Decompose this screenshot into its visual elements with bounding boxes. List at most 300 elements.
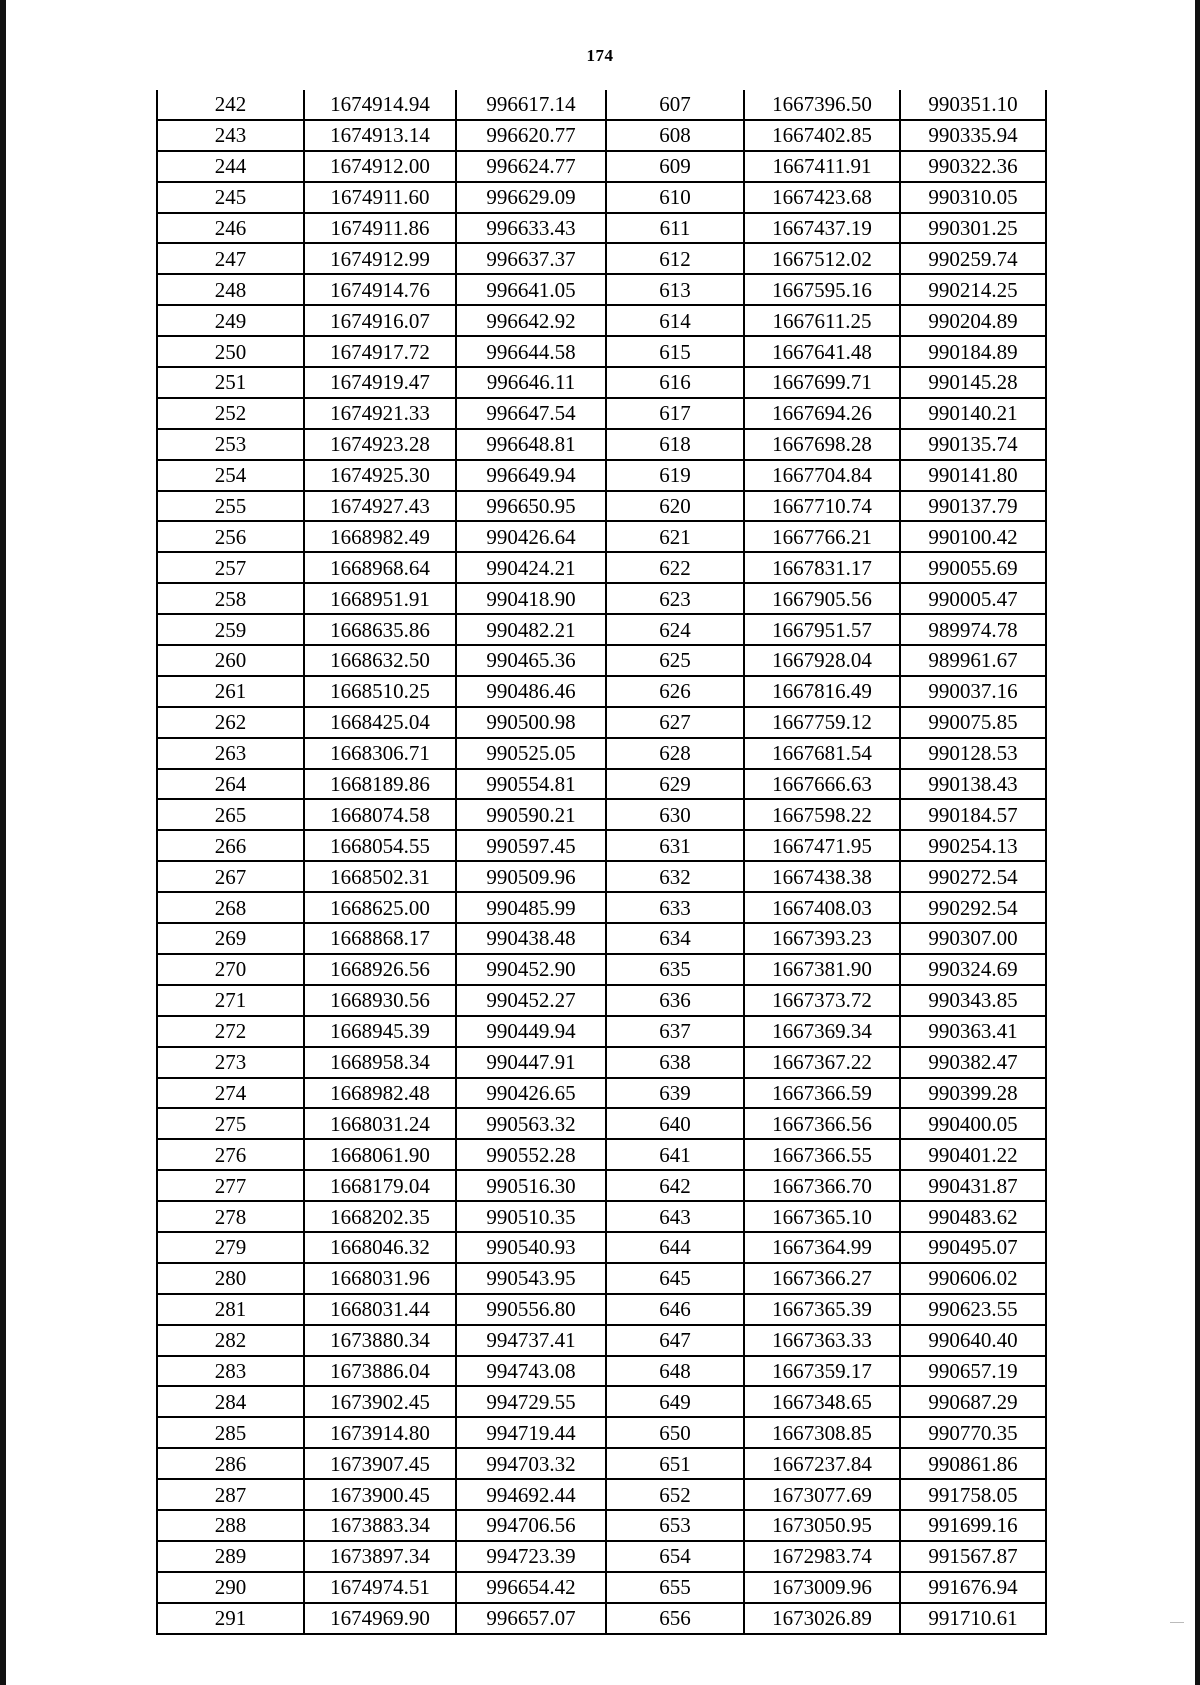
y-coordinate-right-cell: 990214.25 [900,274,1046,305]
y-coordinate-left-cell: 994723.39 [456,1541,606,1572]
x-coordinate-right-cell: 1667366.27 [744,1263,900,1294]
table-row [157,182,1046,213]
x-coordinate-left-cell: 1674914.94 [304,90,456,120]
point-id-left-cell: 278 [157,1201,304,1232]
x-coordinate-right-cell: 1667366.56 [744,1108,900,1139]
x-coordinate-right-cell: 1667411.91 [744,151,900,182]
point-id-left-cell: 253 [157,429,304,460]
x-coordinate-right-cell: 1667363.33 [744,1325,900,1356]
point-id-right-cell: 625 [606,645,744,676]
y-coordinate-right-cell: 990310.05 [900,182,1046,213]
scan-edge-right [1195,0,1200,1685]
x-coordinate-right-cell: 1667831.17 [744,552,900,583]
point-id-right-cell: 607 [606,90,744,120]
x-coordinate-left-cell: 1674925.30 [304,460,456,491]
y-coordinate-right-cell: 990140.21 [900,398,1046,429]
x-coordinate-left-cell: 1673880.34 [304,1325,456,1356]
point-id-right-cell: 632 [606,861,744,892]
x-coordinate-right-cell: 1667698.28 [744,429,900,460]
x-coordinate-left-cell: 1668951.91 [304,583,456,614]
table-row [157,1603,1046,1634]
x-coordinate-right-cell: 1667704.84 [744,460,900,491]
point-id-right-cell: 636 [606,985,744,1016]
point-id-left-cell: 248 [157,274,304,305]
table-row [157,1479,1046,1510]
point-id-right-cell: 644 [606,1232,744,1263]
x-coordinate-left-cell: 1668189.86 [304,769,456,800]
table-row [157,1541,1046,1572]
y-coordinate-left-cell: 996654.42 [456,1572,606,1603]
table-row [157,1232,1046,1263]
y-coordinate-left-cell: 996649.94 [456,460,606,491]
table-row [157,1386,1046,1417]
y-coordinate-right-cell: 991699.16 [900,1510,1046,1541]
y-coordinate-left-cell: 996633.43 [456,213,606,244]
y-coordinate-right-cell: 990254.13 [900,830,1046,861]
x-coordinate-right-cell: 1667928.04 [744,645,900,676]
table-row [157,645,1046,676]
table-row [157,1294,1046,1325]
y-coordinate-right-cell: 990292.54 [900,892,1046,923]
point-id-right-cell: 655 [606,1572,744,1603]
x-coordinate-right-cell: 1667759.12 [744,707,900,738]
y-coordinate-left-cell: 990590.21 [456,799,606,830]
point-id-right-cell: 619 [606,460,744,491]
table-row [157,892,1046,923]
table-row [157,274,1046,305]
x-coordinate-right-cell: 1667641.48 [744,336,900,367]
table-row [157,552,1046,583]
point-id-left-cell: 265 [157,799,304,830]
y-coordinate-left-cell: 994706.56 [456,1510,606,1541]
x-coordinate-right-cell: 1667237.84 [744,1448,900,1479]
y-coordinate-left-cell: 996648.81 [456,429,606,460]
point-id-right-cell: 633 [606,892,744,923]
x-coordinate-left-cell: 1668945.39 [304,1016,456,1047]
table-row [157,1263,1046,1294]
y-coordinate-right-cell: 990307.00 [900,923,1046,954]
x-coordinate-left-cell: 1674921.33 [304,398,456,429]
point-id-right-cell: 646 [606,1294,744,1325]
point-id-right-cell: 608 [606,120,744,151]
point-id-right-cell: 647 [606,1325,744,1356]
point-id-left-cell: 273 [157,1047,304,1078]
x-coordinate-right-cell: 1667595.16 [744,274,900,305]
point-id-left-cell: 260 [157,645,304,676]
point-id-left-cell: 246 [157,213,304,244]
coordinates-table [156,90,1047,1635]
scan-mark [1170,1622,1184,1627]
y-coordinate-left-cell: 996620.77 [456,120,606,151]
point-id-right-cell: 616 [606,367,744,398]
x-coordinate-left-cell: 1674912.99 [304,243,456,274]
x-coordinate-left-cell: 1668982.49 [304,521,456,552]
x-coordinate-left-cell: 1668968.64 [304,552,456,583]
y-coordinate-right-cell: 990351.10 [900,90,1046,120]
table-row [157,243,1046,274]
x-coordinate-right-cell: 1667816.49 [744,676,900,707]
x-coordinate-right-cell: 1667359.17 [744,1356,900,1387]
x-coordinate-right-cell: 1667366.59 [744,1078,900,1109]
y-coordinate-left-cell: 994729.55 [456,1386,606,1417]
x-coordinate-left-cell: 1674923.28 [304,429,456,460]
table-row [157,1325,1046,1356]
point-id-right-cell: 611 [606,213,744,244]
point-id-right-cell: 654 [606,1541,744,1572]
point-id-left-cell: 251 [157,367,304,398]
x-coordinate-right-cell: 1667598.22 [744,799,900,830]
y-coordinate-right-cell: 990272.54 [900,861,1046,892]
y-coordinate-right-cell: 991758.05 [900,1479,1046,1510]
point-id-right-cell: 618 [606,429,744,460]
y-coordinate-left-cell: 990438.48 [456,923,606,954]
table-row [157,1356,1046,1387]
point-id-left-cell: 263 [157,738,304,769]
x-coordinate-left-cell: 1673914.80 [304,1417,456,1448]
x-coordinate-left-cell: 1668061.90 [304,1139,456,1170]
y-coordinate-left-cell: 990452.90 [456,954,606,985]
page-number: 174 [586,46,614,65]
point-id-right-cell: 637 [606,1016,744,1047]
x-coordinate-left-cell: 1673886.04 [304,1356,456,1387]
table-row [157,398,1046,429]
y-coordinate-left-cell: 996646.11 [456,367,606,398]
point-id-right-cell: 634 [606,923,744,954]
x-coordinate-right-cell: 1667308.85 [744,1417,900,1448]
point-id-right-cell: 620 [606,491,744,522]
y-coordinate-left-cell: 990540.93 [456,1232,606,1263]
y-coordinate-left-cell: 994692.44 [456,1479,606,1510]
x-coordinate-left-cell: 1674911.86 [304,213,456,244]
x-coordinate-left-cell: 1668046.32 [304,1232,456,1263]
table-row [157,583,1046,614]
y-coordinate-right-cell: 990100.42 [900,521,1046,552]
y-coordinate-right-cell: 990301.25 [900,213,1046,244]
point-id-left-cell: 267 [157,861,304,892]
y-coordinate-left-cell: 994737.41 [456,1325,606,1356]
point-id-right-cell: 653 [606,1510,744,1541]
x-coordinate-left-cell: 1674914.76 [304,274,456,305]
y-coordinate-right-cell: 990401.22 [900,1139,1046,1170]
y-coordinate-left-cell: 990485.99 [456,892,606,923]
point-id-right-cell: 656 [606,1603,744,1634]
x-coordinate-right-cell: 1667365.39 [744,1294,900,1325]
point-id-right-cell: 651 [606,1448,744,1479]
x-coordinate-left-cell: 1668868.17 [304,923,456,954]
x-coordinate-left-cell: 1668202.35 [304,1201,456,1232]
table-row [157,305,1046,336]
point-id-left-cell: 282 [157,1325,304,1356]
y-coordinate-right-cell: 990770.35 [900,1417,1046,1448]
table-row [157,1201,1046,1232]
point-id-left-cell: 244 [157,151,304,182]
point-id-right-cell: 610 [606,182,744,213]
point-id-right-cell: 621 [606,521,744,552]
point-id-left-cell: 261 [157,676,304,707]
y-coordinate-right-cell: 990657.19 [900,1356,1046,1387]
y-coordinate-left-cell: 996617.14 [456,90,606,120]
point-id-right-cell: 612 [606,243,744,274]
table-row [157,985,1046,1016]
y-coordinate-right-cell: 990138.43 [900,769,1046,800]
y-coordinate-left-cell: 990447.91 [456,1047,606,1078]
x-coordinate-right-cell: 1667438.38 [744,861,900,892]
x-coordinate-left-cell: 1668179.04 [304,1170,456,1201]
x-coordinate-left-cell: 1668306.71 [304,738,456,769]
y-coordinate-left-cell: 996657.07 [456,1603,606,1634]
point-id-right-cell: 613 [606,274,744,305]
y-coordinate-right-cell: 990495.07 [900,1232,1046,1263]
table-row [157,367,1046,398]
point-id-left-cell: 249 [157,305,304,336]
x-coordinate-right-cell: 1673026.89 [744,1603,900,1634]
table-row [157,954,1046,985]
point-id-left-cell: 247 [157,243,304,274]
y-coordinate-left-cell: 990426.64 [456,521,606,552]
point-id-right-cell: 639 [606,1078,744,1109]
x-coordinate-right-cell: 1673050.95 [744,1510,900,1541]
y-coordinate-left-cell: 990510.35 [456,1201,606,1232]
point-id-left-cell: 243 [157,120,304,151]
y-coordinate-left-cell: 994743.08 [456,1356,606,1387]
table-row [157,90,1046,120]
point-id-right-cell: 626 [606,676,744,707]
table-row [157,861,1046,892]
table-row [157,1170,1046,1201]
x-coordinate-left-cell: 1668031.44 [304,1294,456,1325]
point-id-left-cell: 271 [157,985,304,1016]
table-row [157,769,1046,800]
y-coordinate-left-cell: 996650.95 [456,491,606,522]
point-id-left-cell: 252 [157,398,304,429]
y-coordinate-right-cell: 991567.87 [900,1541,1046,1572]
point-id-right-cell: 650 [606,1417,744,1448]
point-id-right-cell: 630 [606,799,744,830]
point-id-right-cell: 652 [606,1479,744,1510]
point-id-right-cell: 617 [606,398,744,429]
y-coordinate-right-cell: 990861.86 [900,1448,1046,1479]
table-row [157,336,1046,367]
y-coordinate-left-cell: 990465.36 [456,645,606,676]
x-coordinate-left-cell: 1668635.86 [304,614,456,645]
point-id-left-cell: 289 [157,1541,304,1572]
point-id-right-cell: 649 [606,1386,744,1417]
y-coordinate-right-cell: 990075.85 [900,707,1046,738]
x-coordinate-left-cell: 1668425.04 [304,707,456,738]
x-coordinate-right-cell: 1667766.21 [744,521,900,552]
x-coordinate-left-cell: 1668031.24 [304,1108,456,1139]
point-id-left-cell: 245 [157,182,304,213]
x-coordinate-right-cell: 1667367.22 [744,1047,900,1078]
y-coordinate-right-cell: 990259.74 [900,243,1046,274]
table-row [157,213,1046,244]
y-coordinate-left-cell: 990516.30 [456,1170,606,1201]
y-coordinate-right-cell: 990184.89 [900,336,1046,367]
point-id-right-cell: 629 [606,769,744,800]
y-coordinate-right-cell: 990623.55 [900,1294,1046,1325]
x-coordinate-left-cell: 1674917.72 [304,336,456,367]
x-coordinate-right-cell: 1667364.99 [744,1232,900,1263]
y-coordinate-left-cell: 990424.21 [456,552,606,583]
x-coordinate-left-cell: 1668632.50 [304,645,456,676]
x-coordinate-left-cell: 1668510.25 [304,676,456,707]
point-id-left-cell: 258 [157,583,304,614]
point-id-right-cell: 624 [606,614,744,645]
point-id-right-cell: 631 [606,830,744,861]
point-id-left-cell: 259 [157,614,304,645]
point-id-left-cell: 266 [157,830,304,861]
x-coordinate-right-cell: 1667348.65 [744,1386,900,1417]
x-coordinate-left-cell: 1668958.34 [304,1047,456,1078]
x-coordinate-right-cell: 1667905.56 [744,583,900,614]
x-coordinate-right-cell: 1672983.74 [744,1541,900,1572]
point-id-left-cell: 280 [157,1263,304,1294]
point-id-left-cell: 262 [157,707,304,738]
x-coordinate-left-cell: 1674916.07 [304,305,456,336]
table-row [157,460,1046,491]
y-coordinate-left-cell: 996624.77 [456,151,606,182]
y-coordinate-left-cell: 990509.96 [456,861,606,892]
point-id-right-cell: 635 [606,954,744,985]
point-id-left-cell: 284 [157,1386,304,1417]
point-id-right-cell: 614 [606,305,744,336]
y-coordinate-left-cell: 994703.32 [456,1448,606,1479]
y-coordinate-right-cell: 990431.87 [900,1170,1046,1201]
y-coordinate-left-cell: 996642.92 [456,305,606,336]
point-id-right-cell: 627 [606,707,744,738]
x-coordinate-right-cell: 1667373.72 [744,985,900,1016]
point-id-left-cell: 264 [157,769,304,800]
y-coordinate-right-cell: 990128.53 [900,738,1046,769]
table-row [157,120,1046,151]
y-coordinate-left-cell: 996641.05 [456,274,606,305]
x-coordinate-right-cell: 1667365.10 [744,1201,900,1232]
y-coordinate-right-cell: 990135.74 [900,429,1046,460]
x-coordinate-left-cell: 1673900.45 [304,1479,456,1510]
x-coordinate-left-cell: 1668074.58 [304,799,456,830]
x-coordinate-right-cell: 1667408.03 [744,892,900,923]
y-coordinate-left-cell: 990452.27 [456,985,606,1016]
table-row [157,1108,1046,1139]
x-coordinate-right-cell: 1667396.50 [744,90,900,120]
y-coordinate-left-cell: 990554.81 [456,769,606,800]
x-coordinate-right-cell: 1667393.23 [744,923,900,954]
x-coordinate-left-cell: 1674927.43 [304,491,456,522]
point-id-left-cell: 275 [157,1108,304,1139]
x-coordinate-left-cell: 1674913.14 [304,120,456,151]
y-coordinate-left-cell: 994719.44 [456,1417,606,1448]
point-id-left-cell: 242 [157,90,304,120]
x-coordinate-right-cell: 1667402.85 [744,120,900,151]
x-coordinate-left-cell: 1673907.45 [304,1448,456,1479]
point-id-left-cell: 279 [157,1232,304,1263]
point-id-left-cell: 286 [157,1448,304,1479]
table-row [157,1510,1046,1541]
x-coordinate-left-cell: 1668926.56 [304,954,456,985]
y-coordinate-left-cell: 990525.05 [456,738,606,769]
x-coordinate-right-cell: 1667381.90 [744,954,900,985]
point-id-right-cell: 642 [606,1170,744,1201]
x-coordinate-left-cell: 1668054.55 [304,830,456,861]
point-id-left-cell: 256 [157,521,304,552]
point-id-left-cell: 270 [157,954,304,985]
point-id-right-cell: 648 [606,1356,744,1387]
point-id-left-cell: 276 [157,1139,304,1170]
x-coordinate-left-cell: 1674911.60 [304,182,456,213]
y-coordinate-left-cell: 990482.21 [456,614,606,645]
x-coordinate-left-cell: 1673883.34 [304,1510,456,1541]
y-coordinate-right-cell: 990055.69 [900,552,1046,583]
x-coordinate-right-cell: 1673009.96 [744,1572,900,1603]
y-coordinate-right-cell: 990363.41 [900,1016,1046,1047]
point-id-left-cell: 291 [157,1603,304,1634]
y-coordinate-left-cell: 990500.98 [456,707,606,738]
y-coordinate-right-cell: 991676.94 [900,1572,1046,1603]
point-id-left-cell: 257 [157,552,304,583]
y-coordinate-right-cell: 990137.79 [900,491,1046,522]
y-coordinate-right-cell: 990005.47 [900,583,1046,614]
x-coordinate-left-cell: 1674912.00 [304,151,456,182]
table-row [157,491,1046,522]
y-coordinate-right-cell: 990640.40 [900,1325,1046,1356]
point-id-left-cell: 254 [157,460,304,491]
table-row [157,1078,1046,1109]
x-coordinate-left-cell: 1673902.45 [304,1386,456,1417]
y-coordinate-right-cell: 990483.62 [900,1201,1046,1232]
point-id-right-cell: 638 [606,1047,744,1078]
table-row [157,429,1046,460]
table-row [157,1572,1046,1603]
y-coordinate-right-cell: 989974.78 [900,614,1046,645]
table-row [157,799,1046,830]
point-id-right-cell: 615 [606,336,744,367]
table-row [157,1016,1046,1047]
x-coordinate-right-cell: 1667366.70 [744,1170,900,1201]
x-coordinate-right-cell: 1667951.57 [744,614,900,645]
table-row [157,1139,1046,1170]
x-coordinate-left-cell: 1668982.48 [304,1078,456,1109]
point-id-right-cell: 622 [606,552,744,583]
x-coordinate-right-cell: 1673077.69 [744,1479,900,1510]
table-row [157,1047,1046,1078]
x-coordinate-right-cell: 1667694.26 [744,398,900,429]
x-coordinate-right-cell: 1667710.74 [744,491,900,522]
table-row [157,614,1046,645]
y-coordinate-left-cell: 990449.94 [456,1016,606,1047]
x-coordinate-right-cell: 1667437.19 [744,213,900,244]
point-id-left-cell: 274 [157,1078,304,1109]
y-coordinate-right-cell: 990141.80 [900,460,1046,491]
point-id-left-cell: 287 [157,1479,304,1510]
point-id-right-cell: 641 [606,1139,744,1170]
y-coordinate-right-cell: 990687.29 [900,1386,1046,1417]
y-coordinate-left-cell: 990556.80 [456,1294,606,1325]
y-coordinate-left-cell: 990552.28 [456,1139,606,1170]
point-id-right-cell: 640 [606,1108,744,1139]
point-id-right-cell: 643 [606,1201,744,1232]
y-coordinate-right-cell: 990322.36 [900,151,1046,182]
x-coordinate-left-cell: 1673897.34 [304,1541,456,1572]
y-coordinate-left-cell: 990418.90 [456,583,606,614]
x-coordinate-left-cell: 1668031.96 [304,1263,456,1294]
table-row [157,521,1046,552]
x-coordinate-right-cell: 1667471.95 [744,830,900,861]
y-coordinate-right-cell: 990335.94 [900,120,1046,151]
point-id-left-cell: 288 [157,1510,304,1541]
y-coordinate-right-cell: 991710.61 [900,1603,1046,1634]
table-row [157,676,1046,707]
table-row [157,151,1046,182]
